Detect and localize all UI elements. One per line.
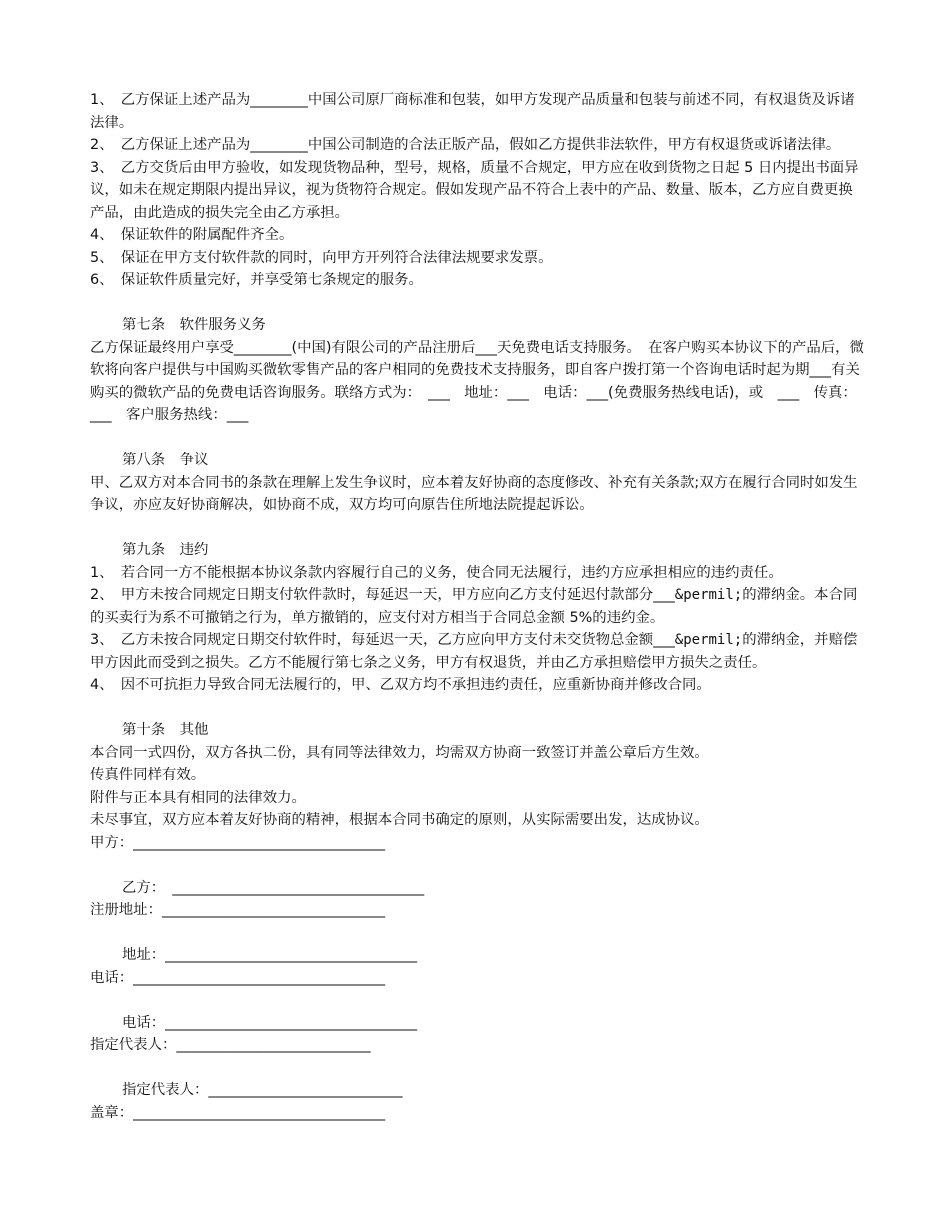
article-8-body: 甲、乙双方对本合同书的条款在理解上发生争议时，应本着友好协商的态度修改、补充有关条款;双方在履行合同时如发生争议，亦应友好协商解决，如协商不成，双方均可向原告住所地法院提起诉讼。: [90, 474, 858, 513]
article-9-item-3: [90, 629, 865, 674]
representative-line-b: 指定代表人：___________________________: [122, 1082, 403, 1098]
article-10-line-4: 未尽事宜，双方应本着友好协商的精神，根据本合同书确定的原则，从实际需要出发，达成协议。: [90, 812, 709, 828]
phone-line-b: 电话：___________________________________: [122, 1014, 418, 1031]
article-9-item-4: 4、 因不可抗拒力导致合同无法履行的，甲、乙双方均不承担违约责任，应重新协商并修改合同。: [90, 677, 711, 693]
address-line: 地址：___________________________________: [122, 947, 418, 963]
spacer: [90, 922, 865, 945]
spacer: [90, 697, 865, 720]
contract-page: [90, 89, 865, 1124]
clause-item-1: 1、 乙方保证上述产品为________中国公司原厂商标准和包装，如甲方发现产品质量和包装与前述不同，有权退货及诉诸法律。: [90, 92, 855, 131]
article-9-item-2-text-b: 的滞纳金。本合同的买卖行为系不可撤销之行为，单方撤销的，应支付对方相当于合同总金额 5%的违约金。: [90, 587, 858, 626]
party-b-signature-line: 乙方： ___________________________________: [122, 879, 425, 896]
article-9-item-2: [90, 584, 865, 629]
article-9-item-3-code: &permil;: [674, 632, 743, 648]
article-9-item-1: 1、 若合同一方不能根据本协议条款内容履行自己的义务，使合同无法履行，违约方应承担相应的违约责任。: [90, 564, 783, 581]
article-9-heading: 第九条 违约: [122, 542, 209, 558]
article-8-heading: 第八条 争议: [122, 452, 209, 468]
seal-line: 盖章：___________________________________: [90, 1104, 386, 1121]
spacer: [90, 1057, 865, 1080]
article-9-item-2-text-a: 2、 甲方未按合同规定日期支付软件款时，每延迟一天，甲方应向乙方支付延迟付款部分___: [90, 587, 675, 603]
clause-item-6: 6、 保证软件质量完好，并享受第七条规定的服务。: [90, 272, 423, 288]
party-a-signature-line: 甲方：___________________________________: [90, 834, 386, 851]
phone-line-a: 电话：___________________________________: [90, 969, 386, 986]
article-9-item-2-code: &permil;: [674, 587, 743, 603]
clause-item-2: 2、 乙方保证上述产品为________中国公司制造的合法正版产品，假如乙方提供非法软件，甲方有权退货或诉诸法律。: [90, 137, 841, 153]
spacer: [90, 292, 865, 315]
article-10-line-3: 附件与正本具有相同的法律效力。: [90, 789, 306, 806]
article-10-line-2: 传真件同样有效。: [90, 767, 206, 783]
representative-line-a: 指定代表人：___________________________: [90, 1037, 371, 1053]
registered-address-line: 注册地址：_______________________________: [90, 902, 386, 918]
spacer: [90, 854, 865, 877]
article-7-heading: 第七条 软件服务义务: [122, 317, 266, 333]
clause-item-5: 5、 保证在甲方支付软件款的同时，向甲方开列符合法律法规要求发票。: [90, 249, 553, 266]
article-10-line-1: 本合同一式四份，双方各执二份，具有同等法律效力，均需双方协商一致签订并盖公章后方生效。: [90, 744, 709, 761]
clause-item-3: 3、 乙方交货后由甲方验收，如发现货物品种，型号，规格，质量不合规定，甲方应在收到货物之日起 5 日内提出书面异议，如未在规定期限内提出异议，视为货物符合规定。假如发现产品不符合上表中的产品、数量、版本，乙方应自费更换产品，由此造成的损失完全由乙方承担。: [90, 159, 859, 221]
spacer: [90, 989, 865, 1012]
article-10-heading: 第十条 其他: [122, 722, 209, 738]
article-7-body: 乙方保证最终用户享受________(中国)有限公司的产品注册后___天免费电话支持服务。 在客户购买本协议下的产品后，微软将向客户提供与中国购买微软零售产品的客户相同的免费技术支持服务，即自客户拨打第一个咨询电话时起为期___有关购买的微软产品的免费电话咨询服务。联络方式为： ___ 地址：___ 电话：___(免费服务热线电话)，或 ___ 传真：___ 客户服务热线：___: [90, 339, 864, 423]
spacer: [90, 517, 865, 540]
clause-item-4: 4、 保证软件的附属配件齐全。: [90, 227, 294, 243]
article-9-item-3-text-a: 3、 乙方未按合同规定日期交付软件时，每延迟一天，乙方应向甲方支付未交货物总金额___: [90, 632, 675, 648]
article-9-item-3-text-b: 的滞纳金，并赔偿甲方因此而受到之损失。乙方不能履行第七条之义务，甲方有权退货，并由乙方承担赔偿甲方损失之责任。: [90, 632, 858, 671]
spacer: [90, 427, 865, 450]
